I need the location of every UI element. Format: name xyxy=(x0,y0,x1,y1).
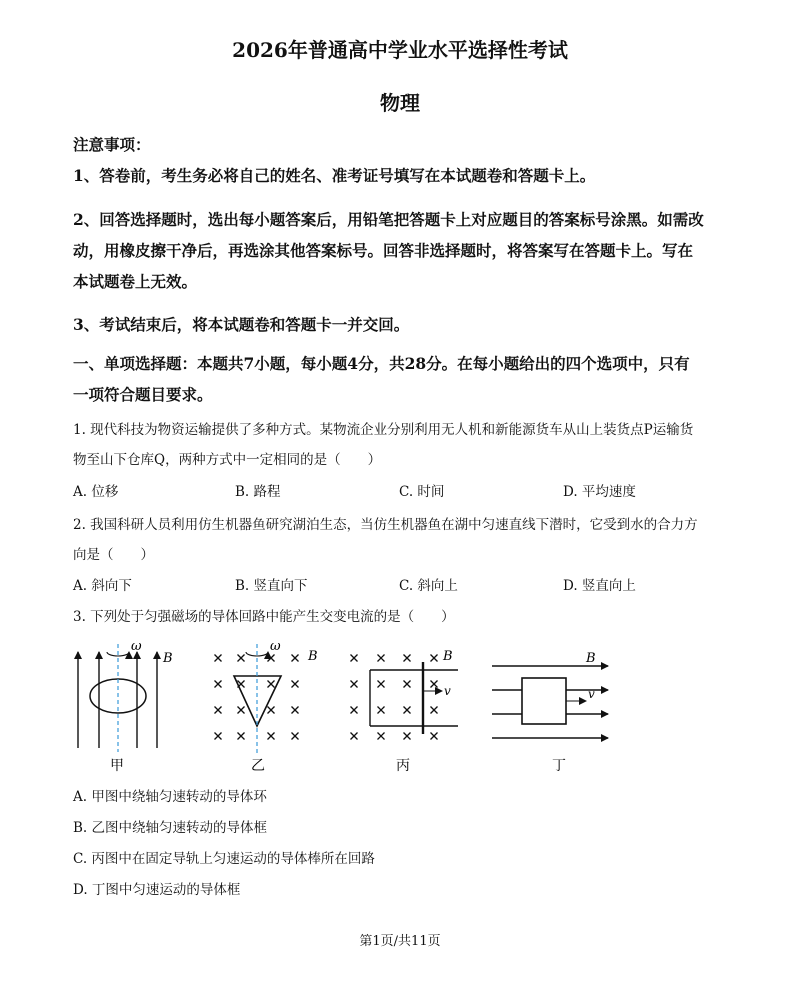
field-cross-mark xyxy=(431,733,438,740)
section-1-line-2: 一项符合题目要求。 xyxy=(73,385,213,404)
notice-item-3: 3、考试结束后，将本试题卷和答题卡一并交回。 xyxy=(73,315,410,334)
field-cross-mark xyxy=(292,681,299,688)
field-cross-mark xyxy=(378,655,385,662)
q2-option-c: C. 斜向上 xyxy=(399,578,458,594)
field-cross-mark xyxy=(238,733,245,740)
field-cross-mark xyxy=(268,707,275,714)
figure-ding xyxy=(492,651,608,738)
field-cross-mark xyxy=(238,655,245,662)
q1-option-b: B. 路程 xyxy=(235,484,281,500)
q2-option-b: B. 竖直向下 xyxy=(235,578,308,594)
field-cross-mark xyxy=(268,681,275,688)
field-cross-mark xyxy=(292,733,299,740)
figure-bing xyxy=(351,649,459,740)
field-cross-mark xyxy=(215,707,222,714)
q1-option-a: A. 位移 xyxy=(73,484,119,500)
field-cross-mark xyxy=(292,707,299,714)
q2-option-a: A. 斜向下 xyxy=(73,578,132,594)
field-cross-mark xyxy=(268,733,275,740)
field-cross-mark xyxy=(215,733,222,740)
figure-jia xyxy=(78,639,173,752)
figure-label-jia: 甲 xyxy=(110,758,124,774)
field-cross-mark xyxy=(404,681,411,688)
field-cross-mark xyxy=(238,707,245,714)
field-cross-mark xyxy=(378,733,385,740)
figure-label-ding: 丁 xyxy=(552,758,566,774)
q3-figures xyxy=(0,630,800,780)
field-cross-mark xyxy=(215,681,222,688)
figure-label-bing: 丙 xyxy=(396,758,410,774)
q3-option-d: D. 丁图中匀速运动的导体框 xyxy=(73,882,241,898)
field-cross-mark xyxy=(431,655,438,662)
field-cross-mark xyxy=(215,655,222,662)
ding-b-label: B xyxy=(586,651,596,666)
notice-item-2-line-2: 动，用橡皮擦干净后，再选涂其他答案标号。回答非选择题时，将答案写在答题卡上。写在 xyxy=(73,241,694,260)
q3-option-b: B. 乙图中绕轴匀速转动的导体框 xyxy=(73,820,268,836)
notice-item-2-line-1: 2、回答选择题时，选出每小题答案后，用铅笔把答题卡上对应题目的答案标号涂黑。如需改 xyxy=(73,210,704,229)
field-cross-mark xyxy=(404,733,411,740)
bing-b-label: B xyxy=(443,649,453,664)
field-cross-mark xyxy=(404,707,411,714)
q2-stem-line-1: 2. 我国科研人员利用仿生机器鱼研究湖泊生态，当仿生机器鱼在湖中匀速直线下潜时，它受到水的合力方 xyxy=(73,517,698,533)
q1-option-c: C. 时间 xyxy=(399,484,445,500)
field-cross-mark xyxy=(292,655,299,662)
bing-v-label: v xyxy=(444,684,451,698)
q3-option-a: A. 甲图中绕轴匀速转动的导体环 xyxy=(73,789,267,805)
jia-omega-label: ω xyxy=(131,639,142,654)
q3-option-c: C. 丙图中在固定导轨上匀速运动的导体棒所在回路 xyxy=(73,851,375,867)
figure-yi xyxy=(215,639,318,754)
notice-item-1: 1、答卷前，考生务必将自己的姓名、准考证号填写在本试题卷和答题卡上。 xyxy=(73,166,596,185)
field-cross-mark xyxy=(431,681,438,688)
field-cross-mark xyxy=(351,655,358,662)
field-cross-mark xyxy=(378,681,385,688)
exam-title: 2026年普通高中学业水平选择性考试 xyxy=(232,38,568,62)
field-cross-mark xyxy=(351,681,358,688)
q2-option-d: D. 竖直向上 xyxy=(563,578,636,594)
notice-item-2-line-3: 本试题卷上无效。 xyxy=(73,272,198,291)
field-cross-mark xyxy=(378,707,385,714)
q1-option-d: D. 平均速度 xyxy=(563,484,636,500)
yi-b-label: B xyxy=(308,649,318,664)
ding-v-label: v xyxy=(588,687,595,701)
field-cross-mark xyxy=(351,707,358,714)
q1-stem-line-1: 1. 现代科技为物资运输提供了多种方式。某物流企业分别利用无人机和新能源货车从山上装货点P运输货 xyxy=(73,422,694,438)
q1-stem-line-2: 物至山下仓库Q，两种方式中一定相同的是（ ） xyxy=(73,452,382,468)
yi-omega-label: ω xyxy=(270,639,281,654)
field-cross-mark xyxy=(431,707,438,714)
field-cross-mark xyxy=(404,655,411,662)
section-1-line-1: 一、单项选择题：本题共7小题，每小题4分，共28分。在每小题给出的四个选项中，只有 xyxy=(73,354,690,373)
q3-stem: 3. 下列处于匀强磁场的导体回路中能产生交变电流的是（ ） xyxy=(73,609,455,625)
page-number: 第1页/共11页 xyxy=(359,934,441,949)
field-cross-mark xyxy=(268,655,275,662)
subject-title: 物理 xyxy=(380,91,420,115)
q2-stem-line-2: 向是（ ） xyxy=(73,547,154,563)
notice-heading: 注意事项： xyxy=(73,135,151,154)
field-cross-mark xyxy=(351,733,358,740)
figure-label-yi: 乙 xyxy=(251,758,265,774)
jia-b-label: B xyxy=(163,651,173,666)
